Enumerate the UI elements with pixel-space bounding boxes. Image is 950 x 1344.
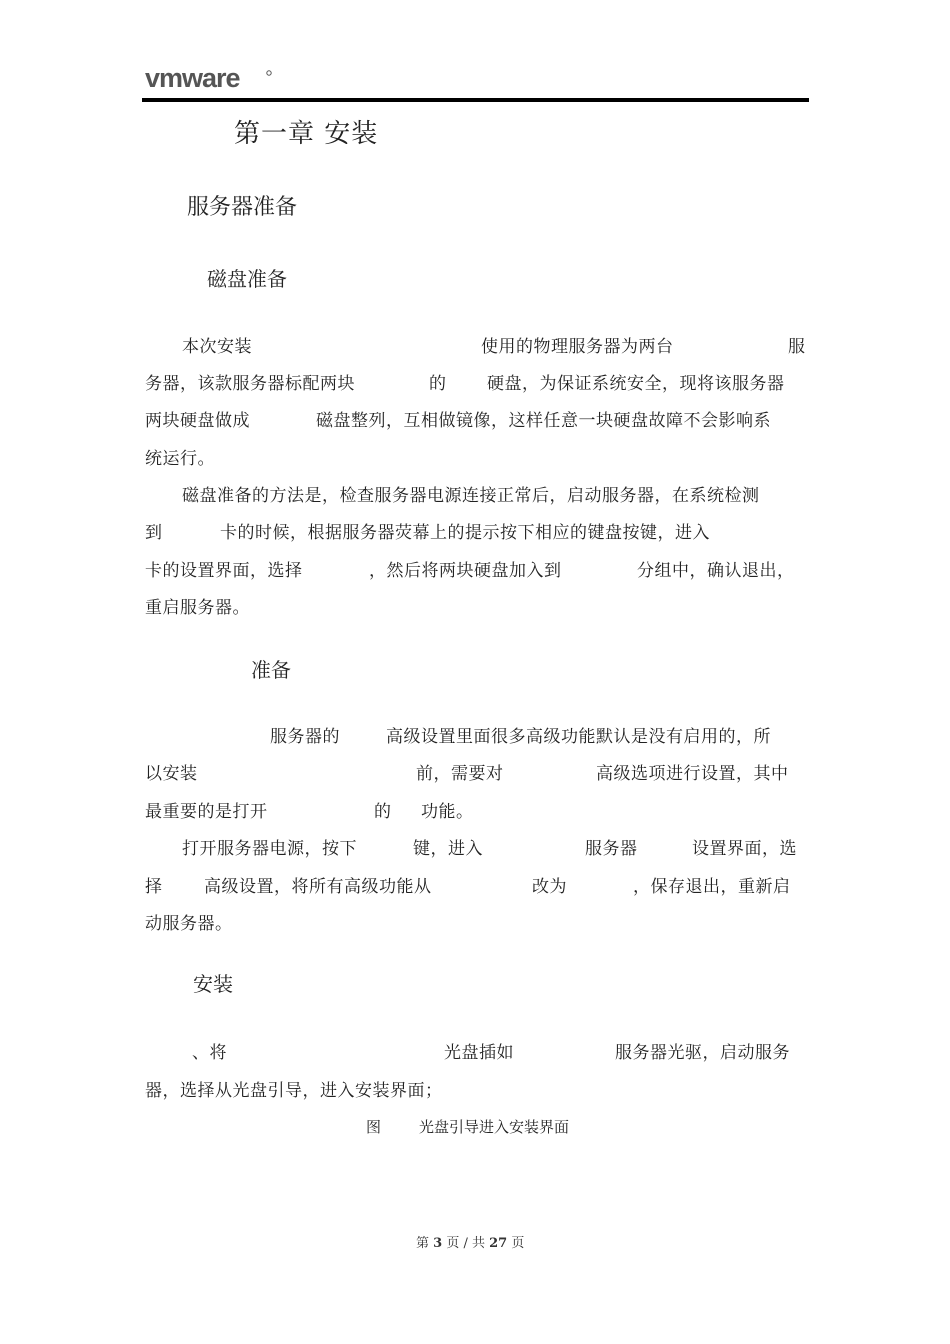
text-run: 打开服务器电源，按下 <box>182 839 357 859</box>
text-run: 卡的设置界面，选择 <box>145 561 303 581</box>
page-footer <box>416 1232 524 1251</box>
text-run: 卡的时候，根据服务器荧幕上的提示按下相应的键盘按键，进入 <box>220 523 710 543</box>
subsection-heading-prep: 准备 <box>251 658 291 682</box>
text-run: 的 <box>429 374 447 394</box>
text-run: 到 <box>145 523 163 543</box>
section-heading-server: 服务器准备 <box>187 195 298 220</box>
text-run: 服 <box>788 337 806 357</box>
text-run: 高级选项进行设置，其中 <box>596 764 789 784</box>
subsection-heading-install: 安装 <box>193 972 233 996</box>
text-run: 磁盘准备的方法是，检查服务器电源连接正常后，启动服务器，在系统检测 <box>182 486 760 506</box>
figure-caption-text: 光盘引导进入安装界面 <box>419 1118 570 1136</box>
text-run: 本次安装 <box>182 337 252 357</box>
footer-text: 页 <box>511 1236 525 1251</box>
text-run: 功能。 <box>421 802 474 822</box>
text-run: 硬盘，为保证系统安全，现将该服务器 <box>487 374 785 394</box>
text-run: 两块硬盘做成 <box>145 411 250 431</box>
text-run: ，保存退出，重新启 <box>633 877 791 897</box>
text-run: 改为 <box>532 877 567 897</box>
text-run: 的 <box>374 802 392 822</box>
text-run: 磁盘整列，互相做镜像，这样任意一块硬盘故障不会影响系 <box>316 411 771 431</box>
text-run: 、将 <box>192 1043 227 1063</box>
text-run: 务器，该款服务器标配两块 <box>145 374 355 394</box>
chapter-title: 第一章 安装 <box>234 119 379 149</box>
text-run: 键，进入 <box>413 839 483 859</box>
text-run: ，然后将两块硬盘加入到 <box>369 561 562 581</box>
text-run: 使用的物理服务器为两台 <box>481 337 674 357</box>
text-run: 统运行。 <box>145 449 215 469</box>
figure-label: 图 <box>366 1118 382 1136</box>
text-run: 以安装 <box>145 764 198 784</box>
text-run: 择 <box>145 877 163 897</box>
header-rule <box>142 98 809 102</box>
text-run: 高级设置，将所有高级功能从 <box>204 877 432 897</box>
text-run: 高级设置里面很多高级功能默认是没有启用的，所 <box>386 727 771 747</box>
text-run: 最重要的是打开 <box>145 802 268 822</box>
text-run: 重启服务器。 <box>145 598 250 618</box>
text-run: 器，选择从光盘引导，进入安装界面； <box>145 1081 443 1101</box>
text-run: 前，需要对 <box>416 764 504 784</box>
total-page-count: 27 <box>489 1236 508 1251</box>
text-run: 分组中，确认退出， <box>637 561 795 581</box>
text-run: 光盘插如 <box>444 1043 514 1063</box>
text-run: 服务器 <box>585 839 638 859</box>
text-run: 服务器光驱，启动服务 <box>615 1043 790 1063</box>
text-run: 服务器的 <box>270 727 340 747</box>
footer-text: 第 <box>416 1236 430 1251</box>
text-run: 动服务器。 <box>145 914 233 934</box>
vmware-logo <box>145 64 275 94</box>
text-run: 设置界面，选 <box>692 839 797 859</box>
subsection-heading-disk: 磁盘准备 <box>207 267 287 291</box>
current-page-number: 3 <box>433 1236 443 1251</box>
svg-text:vmware: vmware <box>145 64 240 93</box>
footer-text: 页 / 共 <box>446 1236 485 1251</box>
